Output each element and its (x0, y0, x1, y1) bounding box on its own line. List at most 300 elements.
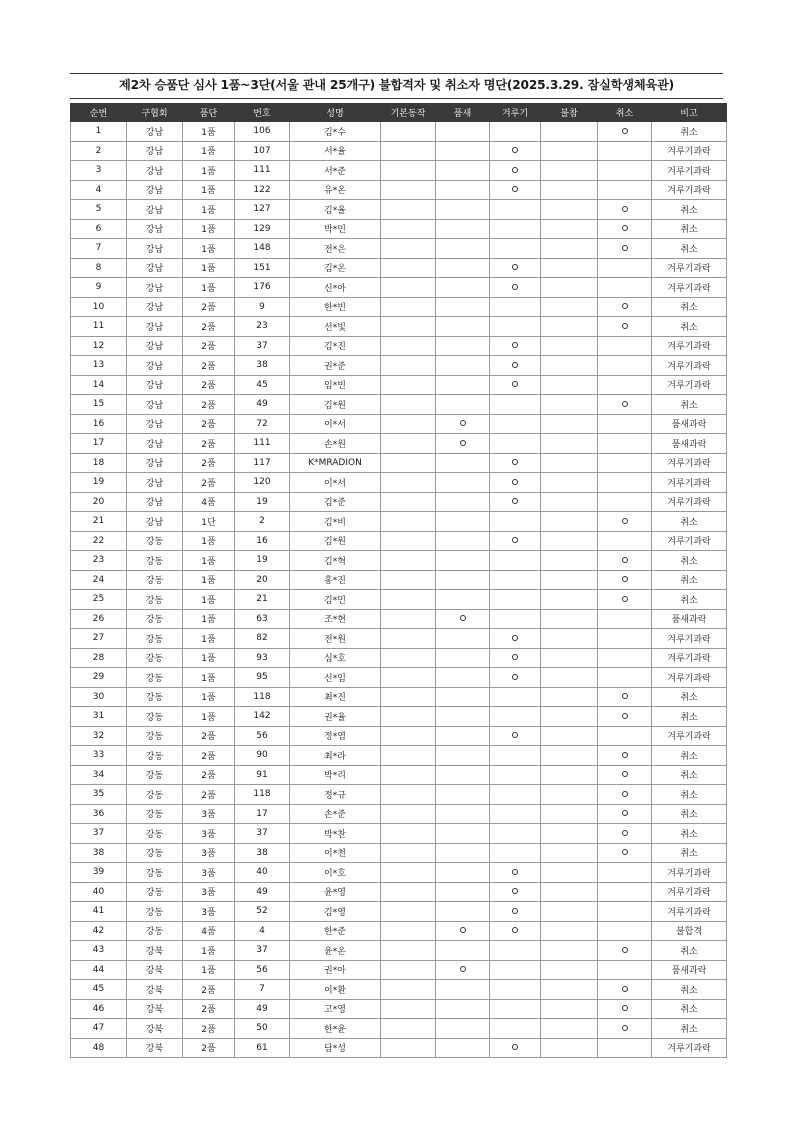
cell-cancel (598, 180, 652, 200)
cell-seq: 19 (71, 473, 127, 493)
cell-remarks: 취소 (652, 122, 727, 142)
cell-basic-motion (381, 278, 436, 298)
circle-mark-icon (622, 206, 628, 212)
cell-name: 한*빈 (290, 297, 381, 317)
table-row (71, 434, 727, 454)
circle-mark-icon (512, 537, 518, 543)
cell-association: 강남 (127, 317, 183, 337)
cell-sparring (490, 297, 541, 317)
circle-mark-icon (512, 927, 518, 933)
cell-absent (541, 648, 598, 668)
cell-seq: 24 (71, 570, 127, 590)
cell-name: 유*온 (290, 180, 381, 200)
cell-rank: 1품 (183, 141, 235, 161)
cell-absent (541, 395, 598, 415)
header-basic-motion: 기본동작 (381, 104, 436, 122)
cell-seq: 25 (71, 590, 127, 610)
cell-absent (541, 375, 598, 395)
cell-name: 고*영 (290, 999, 381, 1019)
cell-poomsae (436, 317, 490, 337)
cell-rank: 3품 (183, 902, 235, 922)
cell-basic-motion (381, 531, 436, 551)
cell-poomsae (436, 804, 490, 824)
cell-seq: 36 (71, 804, 127, 824)
cell-seq: 45 (71, 980, 127, 1000)
cell-association: 강남 (127, 141, 183, 161)
cell-basic-motion (381, 648, 436, 668)
cell-basic-motion (381, 200, 436, 220)
cell-cancel (598, 200, 652, 220)
cell-seq: 23 (71, 551, 127, 571)
cell-cancel (598, 980, 652, 1000)
cell-number: 90 (235, 746, 290, 766)
cell-basic-motion (381, 492, 436, 512)
cell-name: 손*원 (290, 434, 381, 454)
cell-remarks: 취소 (652, 765, 727, 785)
cell-cancel (598, 629, 652, 649)
cell-name: 신*아 (290, 278, 381, 298)
cell-sparring (490, 434, 541, 454)
cell-name: 한*준 (290, 921, 381, 941)
cell-basic-motion (381, 726, 436, 746)
cell-sparring (490, 200, 541, 220)
cell-number: 4 (235, 921, 290, 941)
circle-mark-icon (622, 1005, 628, 1011)
circle-mark-icon (512, 732, 518, 738)
cell-name: 박*리 (290, 765, 381, 785)
cell-association: 강북 (127, 999, 183, 1019)
cell-cancel (598, 765, 652, 785)
cell-seq: 32 (71, 726, 127, 746)
cell-remarks: 취소 (652, 999, 727, 1019)
cell-rank: 1품 (183, 122, 235, 142)
cell-number: 9 (235, 297, 290, 317)
cell-number: 63 (235, 609, 290, 629)
cell-basic-motion (381, 707, 436, 727)
cell-rank: 4품 (183, 492, 235, 512)
table-row (71, 707, 727, 727)
cell-remarks: 취소 (652, 590, 727, 610)
cell-absent (541, 668, 598, 688)
cell-number: 2 (235, 512, 290, 532)
cell-association: 강동 (127, 551, 183, 571)
cell-poomsae (436, 941, 490, 961)
table-row (71, 668, 727, 688)
cell-number: 37 (235, 336, 290, 356)
cell-number: 111 (235, 161, 290, 181)
cell-basic-motion (381, 921, 436, 941)
cell-remarks: 겨루기과락 (652, 492, 727, 512)
cell-association: 강동 (127, 726, 183, 746)
cell-sparring (490, 375, 541, 395)
table-row (71, 492, 727, 512)
cell-rank: 1품 (183, 551, 235, 571)
cell-absent (541, 356, 598, 376)
cell-absent (541, 473, 598, 493)
cell-absent (541, 707, 598, 727)
cell-association: 강남 (127, 512, 183, 532)
cell-association: 강동 (127, 902, 183, 922)
cell-poomsae (436, 531, 490, 551)
cell-seq: 26 (71, 609, 127, 629)
cell-remarks: 취소 (652, 687, 727, 707)
cell-association: 강동 (127, 687, 183, 707)
cell-name: 전*은 (290, 239, 381, 259)
header-absent: 불참 (541, 104, 598, 122)
cell-seq: 38 (71, 843, 127, 863)
cell-seq: 28 (71, 648, 127, 668)
cell-number: 49 (235, 395, 290, 415)
cell-remarks: 겨루기과락 (652, 375, 727, 395)
circle-mark-icon (460, 420, 466, 426)
cell-remarks: 취소 (652, 824, 727, 844)
cell-seq: 48 (71, 1038, 127, 1058)
cell-absent (541, 122, 598, 142)
cell-name: 홍*진 (290, 570, 381, 590)
cell-poomsae (436, 960, 490, 980)
table-row (71, 941, 727, 961)
header-association: 구협회 (127, 104, 183, 122)
cell-association: 강동 (127, 668, 183, 688)
cell-cancel (598, 141, 652, 161)
cell-basic-motion (381, 902, 436, 922)
cell-sparring (490, 395, 541, 415)
cell-number: 117 (235, 453, 290, 473)
cell-sparring (490, 492, 541, 512)
cell-remarks: 취소 (652, 941, 727, 961)
circle-mark-icon (512, 674, 518, 680)
cell-cancel (598, 687, 652, 707)
cell-seq: 35 (71, 785, 127, 805)
cell-association: 강동 (127, 882, 183, 902)
cell-absent (541, 785, 598, 805)
cell-association: 강남 (127, 258, 183, 278)
cell-number: 16 (235, 531, 290, 551)
table-row (71, 609, 727, 629)
cell-basic-motion (381, 765, 436, 785)
cell-number: 82 (235, 629, 290, 649)
cell-remarks: 겨루기과락 (652, 180, 727, 200)
circle-mark-icon (622, 128, 628, 134)
cell-rank: 2품 (183, 395, 235, 415)
cell-remarks: 취소 (652, 219, 727, 239)
table-row (71, 726, 727, 746)
cell-basic-motion (381, 668, 436, 688)
cell-rank: 2품 (183, 765, 235, 785)
cell-name: 김*원 (290, 531, 381, 551)
cell-sparring (490, 921, 541, 941)
cell-cancel (598, 414, 652, 434)
cell-number: 106 (235, 122, 290, 142)
cell-name: 손*준 (290, 804, 381, 824)
cell-name: 최*진 (290, 687, 381, 707)
cell-name: 이*천 (290, 843, 381, 863)
cell-absent (541, 726, 598, 746)
cell-number: 23 (235, 317, 290, 337)
cell-poomsae (436, 434, 490, 454)
cell-poomsae (436, 551, 490, 571)
cell-rank: 1단 (183, 512, 235, 532)
cell-poomsae (436, 239, 490, 259)
cell-absent (541, 629, 598, 649)
cell-rank: 2품 (183, 453, 235, 473)
cell-sparring (490, 707, 541, 727)
cell-number: 56 (235, 726, 290, 746)
cell-cancel (598, 258, 652, 278)
cell-sparring (490, 317, 541, 337)
cell-sparring (490, 804, 541, 824)
cell-number: 20 (235, 570, 290, 590)
cell-basic-motion (381, 258, 436, 278)
cell-remarks: 겨루기과락 (652, 473, 727, 493)
cell-rank: 1품 (183, 668, 235, 688)
cell-rank: 3품 (183, 882, 235, 902)
cell-association: 강동 (127, 921, 183, 941)
cell-rank: 2품 (183, 785, 235, 805)
cell-seq: 10 (71, 297, 127, 317)
cell-basic-motion (381, 122, 436, 142)
table-row (71, 882, 727, 902)
cell-sparring (490, 765, 541, 785)
cell-sparring (490, 999, 541, 1019)
cell-poomsae (436, 746, 490, 766)
cell-rank: 1품 (183, 687, 235, 707)
cell-absent (541, 1019, 598, 1039)
table-row (71, 161, 727, 181)
circle-mark-icon (622, 245, 628, 251)
cell-name: 권*아 (290, 960, 381, 980)
cell-rank: 2품 (183, 414, 235, 434)
cell-absent (541, 180, 598, 200)
cell-number: 176 (235, 278, 290, 298)
cell-cancel (598, 668, 652, 688)
cell-seq: 5 (71, 200, 127, 220)
cell-remarks: 품새과락 (652, 609, 727, 629)
cell-poomsae (436, 590, 490, 610)
table-row (71, 473, 727, 493)
cell-sparring (490, 687, 541, 707)
cell-number: 91 (235, 765, 290, 785)
cell-number: 127 (235, 200, 290, 220)
table-row (71, 414, 727, 434)
table-row (71, 239, 727, 259)
cell-remarks: 품새과락 (652, 414, 727, 434)
cell-basic-motion (381, 180, 436, 200)
cell-sparring (490, 1038, 541, 1058)
cell-absent (541, 161, 598, 181)
cell-poomsae (436, 863, 490, 883)
cell-remarks: 겨루기과락 (652, 141, 727, 161)
cell-seq: 12 (71, 336, 127, 356)
cell-association: 강동 (127, 843, 183, 863)
cell-poomsae (436, 765, 490, 785)
cell-basic-motion (381, 843, 436, 863)
cell-association: 강남 (127, 219, 183, 239)
cell-rank: 2품 (183, 980, 235, 1000)
cell-rank: 1품 (183, 707, 235, 727)
cell-cancel (598, 824, 652, 844)
cell-seq: 33 (71, 746, 127, 766)
cell-basic-motion (381, 473, 436, 493)
cell-cancel (598, 395, 652, 415)
cell-absent (541, 843, 598, 863)
cell-rank: 3품 (183, 863, 235, 883)
cell-cancel (598, 746, 652, 766)
cell-cancel (598, 707, 652, 727)
table-row (71, 863, 727, 883)
cell-absent (541, 609, 598, 629)
cell-rank: 3품 (183, 804, 235, 824)
cell-sparring (490, 726, 541, 746)
cell-poomsae (436, 1019, 490, 1039)
cell-remarks: 취소 (652, 1019, 727, 1039)
cell-remarks: 취소 (652, 395, 727, 415)
cell-association: 강남 (127, 336, 183, 356)
cell-poomsae (436, 161, 490, 181)
cell-rank: 1품 (183, 278, 235, 298)
cell-number: 111 (235, 434, 290, 454)
cell-rank: 2품 (183, 1019, 235, 1039)
cell-poomsae (436, 180, 490, 200)
cell-absent (541, 980, 598, 1000)
table-row (71, 512, 727, 532)
cell-rank: 2품 (183, 746, 235, 766)
cell-poomsae (436, 414, 490, 434)
cell-remarks: 겨루기과락 (652, 161, 727, 181)
cell-name: 서*준 (290, 161, 381, 181)
table-row (71, 980, 727, 1000)
circle-mark-icon (512, 869, 518, 875)
header-sparring: 겨루기 (490, 104, 541, 122)
cell-rank: 1품 (183, 258, 235, 278)
circle-mark-icon (622, 518, 628, 524)
circle-mark-icon (622, 303, 628, 309)
circle-mark-icon (622, 752, 628, 758)
cell-name: 정*규 (290, 785, 381, 805)
cell-absent (541, 317, 598, 337)
cell-cancel (598, 941, 652, 961)
cell-remarks: 겨루기과락 (652, 336, 727, 356)
cell-name: 이*서 (290, 473, 381, 493)
cell-basic-motion (381, 590, 436, 610)
header-name: 성명 (290, 104, 381, 122)
cell-basic-motion (381, 395, 436, 415)
cell-poomsae (436, 297, 490, 317)
cell-basic-motion (381, 1019, 436, 1039)
cell-association: 강남 (127, 453, 183, 473)
circle-mark-icon (512, 479, 518, 485)
cell-poomsae (436, 999, 490, 1019)
document-title: 제2차 승품단 심사 1품~3단(서울 관내 25개구) 불합격자 및 취소자 명단(2025.3.29. 잠실학생체육관) (119, 78, 674, 92)
table-row (71, 824, 727, 844)
cell-name: 임*빈 (290, 375, 381, 395)
cell-seq: 1 (71, 122, 127, 142)
circle-mark-icon (512, 459, 518, 465)
cell-association: 강동 (127, 707, 183, 727)
table-row (71, 746, 727, 766)
cell-seq: 44 (71, 960, 127, 980)
cell-basic-motion (381, 941, 436, 961)
cell-cancel (598, 726, 652, 746)
cell-sparring (490, 843, 541, 863)
cell-name: 김*수 (290, 122, 381, 142)
cell-absent (541, 1038, 598, 1058)
cell-sparring (490, 414, 541, 434)
cell-sparring (490, 863, 541, 883)
cell-name: 한*윤 (290, 1019, 381, 1039)
cell-basic-motion (381, 434, 436, 454)
cell-name: 김*혁 (290, 551, 381, 571)
cell-name: 권*준 (290, 356, 381, 376)
cell-name: 김*준 (290, 492, 381, 512)
cell-absent (541, 258, 598, 278)
cell-absent (541, 882, 598, 902)
cell-cancel (598, 609, 652, 629)
circle-mark-icon (460, 927, 466, 933)
cell-sparring (490, 512, 541, 532)
cell-seq: 11 (71, 317, 127, 337)
cell-absent (541, 141, 598, 161)
cell-absent (541, 414, 598, 434)
cell-absent (541, 492, 598, 512)
table-row (71, 297, 727, 317)
cell-number: 37 (235, 941, 290, 961)
cell-poomsae (436, 356, 490, 376)
table-row (71, 590, 727, 610)
cell-number: 49 (235, 999, 290, 1019)
cell-number: 49 (235, 882, 290, 902)
cell-association: 강남 (127, 239, 183, 259)
cell-basic-motion (381, 161, 436, 181)
cell-cancel (598, 336, 652, 356)
circle-mark-icon (622, 576, 628, 582)
cell-cancel (598, 551, 652, 571)
circle-mark-icon (622, 225, 628, 231)
cell-number: 148 (235, 239, 290, 259)
cell-seq: 22 (71, 531, 127, 551)
table-row (71, 258, 727, 278)
cell-association: 강남 (127, 161, 183, 181)
cell-cancel (598, 999, 652, 1019)
cell-sparring (490, 960, 541, 980)
cell-basic-motion (381, 570, 436, 590)
cell-name: 박*민 (290, 219, 381, 239)
table-row (71, 687, 727, 707)
cell-association: 강동 (127, 824, 183, 844)
cell-number: 37 (235, 824, 290, 844)
cell-seq: 17 (71, 434, 127, 454)
cell-seq: 6 (71, 219, 127, 239)
cell-cancel (598, 843, 652, 863)
cell-remarks: 겨루기과락 (652, 902, 727, 922)
cell-remarks: 겨루기과락 (652, 356, 727, 376)
header-number: 번호 (235, 104, 290, 122)
cell-seq: 8 (71, 258, 127, 278)
cell-absent (541, 804, 598, 824)
cell-rank: 2품 (183, 473, 235, 493)
cell-remarks: 취소 (652, 785, 727, 805)
cell-name: 김*진 (290, 336, 381, 356)
cell-absent (541, 200, 598, 220)
cell-sparring (490, 278, 541, 298)
cell-cancel (598, 492, 652, 512)
cell-association: 강남 (127, 492, 183, 512)
cell-sparring (490, 356, 541, 376)
cell-cancel (598, 161, 652, 181)
cell-remarks: 품새과락 (652, 434, 727, 454)
table-row (71, 843, 727, 863)
cell-basic-motion (381, 960, 436, 980)
